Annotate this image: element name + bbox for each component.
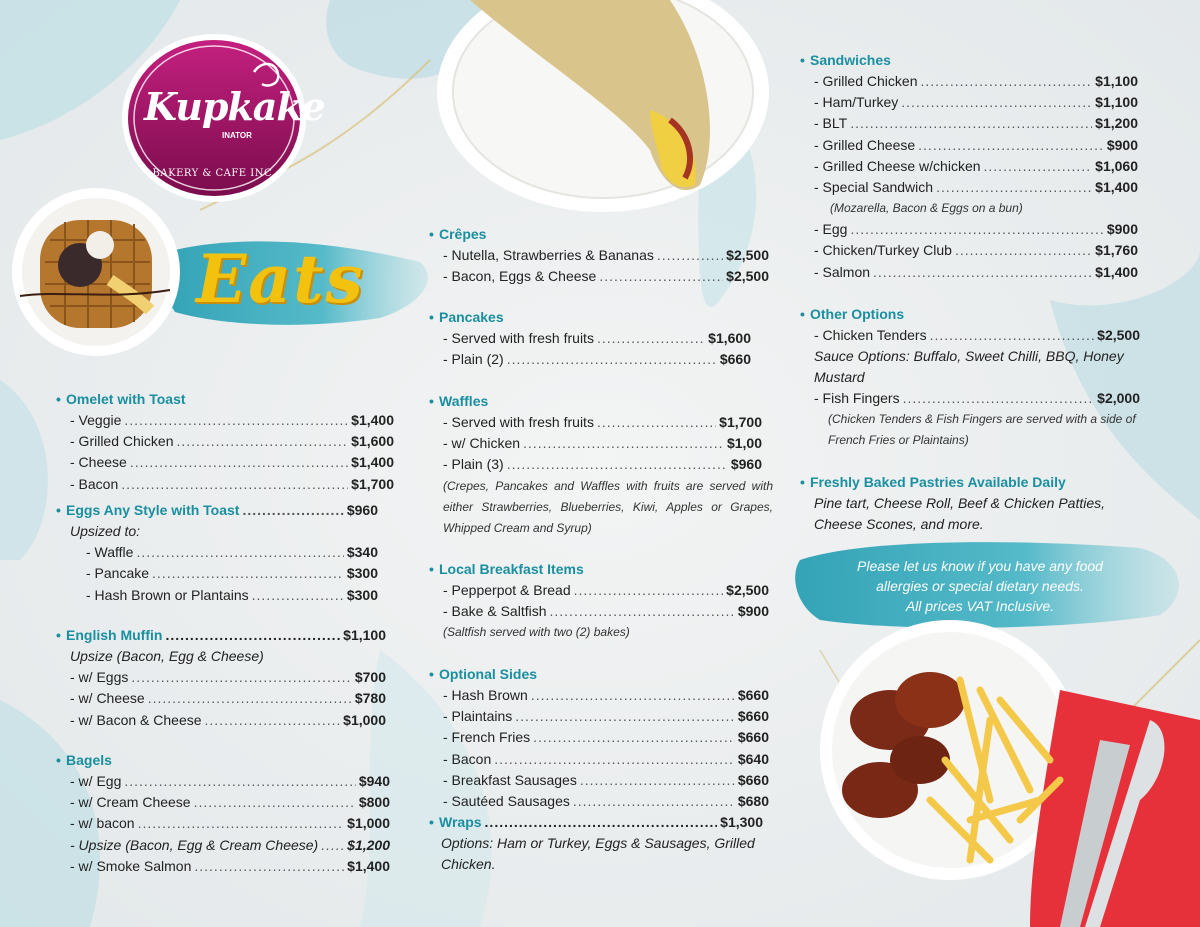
sandwiches-title: Sandwiches bbox=[810, 52, 891, 68]
menu-item: - Hash Brown or Plantains ..... $300 bbox=[56, 585, 378, 606]
menu-item: - Bacon, Eggs & Cheese ..... $2,500 bbox=[429, 266, 769, 287]
muffin-upsize-label: Upsize (Bacon, Egg & Cheese) bbox=[70, 648, 264, 665]
menu-item: - Grilled Cheese w/chicken ..... $1,060 bbox=[800, 156, 1138, 177]
brand-suffix: INATOR bbox=[222, 131, 252, 140]
menu-item: - BLT ..... $1,200 bbox=[800, 113, 1138, 134]
pastries-text: Pine tart, Cheese Roll, Beef & Chicken Patties, Cheese Scones, and more. bbox=[814, 495, 1106, 532]
brand-tagline: BAKERY & CAFE INC. bbox=[152, 168, 276, 179]
menu-item: - Breakfast Sausages ..... $660 bbox=[429, 770, 769, 791]
waffles-section: • Waffles - Served with fresh fruits ..... $1,700 - w/ Chicken ..... $1,00 - Plain (3) ..... $960 (Crepes, Pancakes and Waffles with fruits are served with either Strawberries, Blueberries, Kiwi, Apples or Grapes, Whipped Cream and Syrup) bbox=[429, 391, 773, 539]
menu-item: - w/ Cheese ..... $780 bbox=[56, 688, 386, 709]
crepes-title: Crêpes bbox=[439, 226, 487, 242]
menu-item: - Upsize (Bacon, Egg & Cream Cheese) ..... $1,200 bbox=[56, 835, 390, 856]
brand-logo bbox=[122, 34, 325, 202]
menu-item: - Grilled Chicken ..... $1,600 bbox=[56, 431, 394, 452]
muffin-section: • English Muffin ..... $1,100 Upsize (Bacon, Egg & Cheese) - w/ Eggs ..... $700 - w/ Cheese ..... $780 - w/ Bacon & Cheese ..... $1,000 bbox=[56, 625, 386, 731]
menu-item: - Served with fresh fruits ..... $1,600 bbox=[429, 328, 751, 349]
menu-item: - Fish Fingers ..... $2,000 bbox=[800, 388, 1140, 409]
menu-item: - Plain (2) ..... $660 bbox=[429, 349, 751, 370]
menu-item: - Waffle ..... $340 bbox=[56, 542, 378, 563]
menu-item: - Bacon ..... $640 bbox=[429, 749, 769, 770]
menu-item: - Egg ..... $900 bbox=[800, 219, 1138, 240]
bagels-title: Bagels bbox=[66, 752, 112, 768]
sides-title: Optional Sides bbox=[439, 666, 538, 682]
menu-item: - w/ bacon ..... $1,000 bbox=[56, 813, 390, 834]
menu-item: - Pepperpot & Bread ..... $2,500 bbox=[429, 580, 769, 601]
bagels-section: • Bagels - w/ Egg ..... $940 - w/ Cream Cheese ..... $800 - w/ bacon ..... $1,000 - Upsize (Bacon, Egg & Cream Cheese) ..... $1,200 - w/ Smoke Salmon ..... $1,400 bbox=[56, 750, 390, 877]
notice-line-2: allergies or special dietary needs. bbox=[876, 578, 1084, 594]
muffin-title: English Muffin bbox=[66, 627, 163, 643]
menu-item: - Grilled Chicken ..... $1,100 bbox=[800, 71, 1138, 92]
wraps-title: Wraps bbox=[439, 814, 482, 830]
menu-item: - Plain (3) ..... $960 bbox=[429, 454, 762, 475]
menu-item: - Chicken Tenders ..... $2,500 bbox=[800, 325, 1140, 346]
other-options-section: • Other Options - Chicken Tenders ..... $2,500 Sauce Options: Buffalo, Sweet Chilli, BBQ, Honey Mustard - Fish Fingers ..... $2,000 (Chicken Tenders & Fish Fingers are served with a side of French Fries or Plaintains) bbox=[800, 304, 1148, 451]
menu-item: - w/ Chicken ..... $1,00 bbox=[429, 433, 762, 454]
pancakes-title: Pancakes bbox=[439, 309, 504, 325]
menu-item: - Bacon ..... $1,700 bbox=[56, 474, 394, 495]
section-heading: Eats bbox=[196, 240, 365, 318]
wraps-options: Options: Ham or Turkey, Eggs & Sausages, Grilled Chicken. bbox=[441, 835, 755, 873]
menu-item: - Grilled Cheese ..... $900 bbox=[800, 135, 1138, 156]
menu-item: - Hash Brown ..... $660 bbox=[429, 685, 769, 706]
menu-item: - Veggie ..... $1,400 bbox=[56, 410, 394, 431]
local-section: • Local Breakfast Items - Pepperpot & Bread ..... $2,500 - Bake & Saltfish ..... $900 (Saltfish served with two (2) bakes) bbox=[429, 559, 769, 643]
other-options-title: Other Options bbox=[810, 306, 905, 322]
menu-item: - Pancake ..... $300 bbox=[56, 563, 378, 584]
menu-item: - w/ Smoke Salmon ..... $1,400 bbox=[56, 856, 390, 877]
omelet-title: Omelet with Toast bbox=[66, 391, 186, 407]
other-options-note: (Chicken Tenders & Fish Fingers are served with a side of French Fries or Plaintains) bbox=[828, 412, 1136, 448]
waffles-note: (Crepes, Pancakes and Waffles with fruits are served with either Strawberries, Blueberries, Kiwi, Apples or Grapes, Whipped Cream and Syrup) bbox=[443, 478, 773, 535]
crepes-section: • Crêpes - Nutella, Strawberries & Bananas ..... $2,500 - Bacon, Eggs & Cheese ..... $2,500 bbox=[429, 224, 769, 287]
notice-line-1: Please let us know if you have any food bbox=[857, 558, 1103, 574]
local-note: (Saltfish served with two (2) bakes) bbox=[443, 625, 630, 640]
menu-item: - French Fries ..... $660 bbox=[429, 727, 769, 748]
menu-item: - w/ Cream Cheese ..... $800 bbox=[56, 792, 390, 813]
menu-item: - Plaintains ..... $660 bbox=[429, 706, 769, 727]
wraps-section: • Wraps ..... $1,300 Options: Ham or Turkey, Eggs & Sausages, Grilled Chicken. bbox=[429, 812, 763, 854]
omelet-section: • Omelet with Toast - Veggie ..... $1,400 - Grilled Chicken ..... $1,600 - Cheese ..... $1,400 - Bacon ..... $1,700 bbox=[56, 389, 394, 495]
local-title: Local Breakfast Items bbox=[439, 561, 584, 577]
menu-item: - Cheese ..... $1,400 bbox=[56, 452, 394, 473]
menu-item: - Bake & Saltfish ..... $900 bbox=[429, 601, 769, 622]
menu-item: - Nutella, Strawberries & Bananas ..... $2,500 bbox=[429, 245, 769, 266]
sauce-options: Sauce Options: Buffalo, Sweet Chilli, BBQ, Honey Mustard bbox=[814, 348, 1124, 386]
menu-item: - Ham/Turkey ..... $1,100 bbox=[800, 92, 1138, 113]
menu-item: - w/ Bacon & Cheese ..... $1,000 bbox=[56, 710, 386, 731]
sides-section: • Optional Sides - Hash Brown ..... $660 - Plaintains ..... $660 - French Fries ..... $660 - Bacon ..... $640 - Breakfast Sausages ..... $660 - Sautéed Sausages ..... $680 bbox=[429, 664, 769, 812]
menu-item: - Special Sandwich ..... $1,400 bbox=[800, 177, 1138, 198]
menu-item: - Sautéed Sausages ..... $680 bbox=[429, 791, 769, 812]
menu-item: - w/ Egg ..... $940 bbox=[56, 771, 390, 792]
brand-name: Kupkake bbox=[144, 84, 325, 129]
notice-line-3: All prices VAT Inclusive. bbox=[905, 598, 1055, 614]
pastries-section: • Freshly Baked Pastries Available Daily Pine tart, Cheese Roll, Beef & Chicken Patties, Cheese Scones, and more. bbox=[800, 472, 1140, 535]
menu-item: - Served with fresh fruits ..... $1,700 bbox=[429, 412, 762, 433]
dietary-notice bbox=[820, 556, 1140, 616]
eggs-title: Eggs Any Style with Toast bbox=[66, 502, 240, 518]
pastries-title: Freshly Baked Pastries Available Daily bbox=[810, 474, 1066, 490]
menu-item: - w/ Eggs ..... $700 bbox=[56, 667, 386, 688]
eggs-section: • Eggs Any Style with Toast ..... $960 Upsized to: - Waffle ..... $340 - Pancake ..... $300 - Hash Brown or Plantains ..... $300 bbox=[56, 500, 378, 606]
eggs-upsized-label: Upsized to: bbox=[70, 523, 141, 540]
menu-item: - Salmon ..... $1,400 bbox=[800, 262, 1138, 283]
sandwiches-section: • Sandwiches - Grilled Chicken ..... $1,100 - Ham/Turkey ..... $1,100 - BLT ..... $1,200 - Grilled Cheese ..... $900 - Grilled Cheese w/chicken ..... $1,060 - Special Sandwich ..... $1,400 (Mozarella, Bacon & Eggs on a bun) - Egg ..... $900 - Chicken/Turkey Club ..... $1,760 - Salmon ..... $1,400 bbox=[800, 50, 1138, 283]
pancakes-section: • Pancakes - Served with fresh fruits ..... $1,600 - Plain (2) ..... $660 bbox=[429, 307, 751, 370]
menu-item: - Chicken/Turkey Club ..... $1,760 bbox=[800, 240, 1138, 261]
special-sandwich-note: (Mozarella, Bacon & Eggs on a bun) bbox=[830, 201, 1023, 216]
waffles-title: Waffles bbox=[439, 393, 489, 409]
